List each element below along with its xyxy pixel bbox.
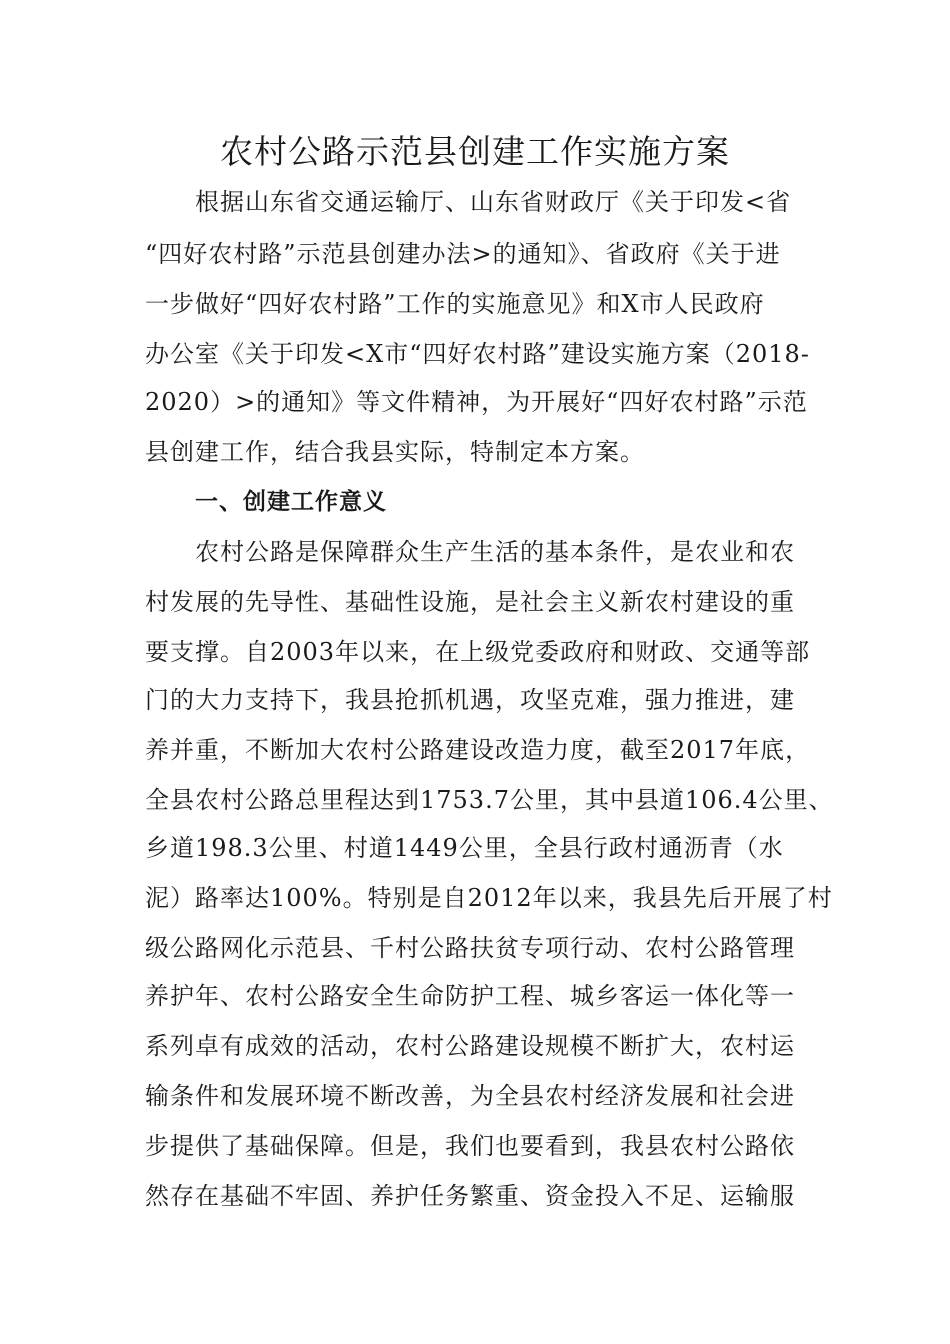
body-line-11: 系列卓有成效的活动，农村公路建设规模不断扩大，农村运 bbox=[145, 1032, 795, 1060]
body-line-3: 要支撑。自2003年以来，在上级党委政府和财政、交通等部 bbox=[145, 638, 811, 666]
intro-line-4: 办公室《关于印发<X市“四好农村路”建设实施方案（2018- bbox=[145, 340, 810, 368]
body-line-7: 乡道198.3公里、村道1449公里，全县行政村通沥青（水 bbox=[145, 834, 784, 862]
intro-line-6: 县创建工作，结合我县实际，特制定本方案。 bbox=[145, 438, 645, 466]
body-line-1: 农村公路是保障群众生产生活的基本条件，是农业和农 bbox=[195, 538, 795, 566]
body-line-5: 养并重，不断加大农村公路建设改造力度，截至2017年底， bbox=[145, 736, 811, 764]
body-line-8: 泥）路率达100%。特别是自2012年以来，我县先后开展了村 bbox=[145, 884, 833, 912]
body-line-12: 输条件和发展环境不断改善，为全县农村经济发展和社会进 bbox=[145, 1082, 795, 1110]
body-line-6: 全县农村公路总里程达到1753.7公里，其中县道106.4公里、 bbox=[145, 786, 834, 814]
intro-line-3: 一步做好“四好农村路”工作的实施意见》和X市人民政府 bbox=[145, 290, 765, 318]
intro-line-2: “四好农村路”示范县创建办法>的通知》、省政府《关于进 bbox=[145, 240, 781, 268]
document-title: 农村公路示范县创建工作实施方案 bbox=[220, 132, 730, 171]
intro-line-5: 2020）>的通知》等文件精神，为开展好“四好农村路”示范 bbox=[145, 388, 808, 416]
body-line-14: 然存在基础不牢固、养护任务繁重、资金投入不足、运输服 bbox=[145, 1182, 795, 1210]
body-line-13: 步提供了基础保障。但是，我们也要看到，我县农村公路依 bbox=[145, 1132, 795, 1160]
body-line-9: 级公路网化示范县、千村公路扶贫专项行动、农村公路管理 bbox=[145, 934, 795, 962]
body-line-4: 门的大力支持下，我县抢抓机遇，攻坚克难，强力推进，建 bbox=[145, 686, 795, 714]
body-line-10: 养护年、农村公路安全生命防护工程、城乡客运一体化等一 bbox=[145, 982, 795, 1010]
section-heading: 一、创建工作意义 bbox=[195, 489, 387, 515]
body-line-2: 村发展的先导性、基础性设施，是社会主义新农村建设的重 bbox=[145, 588, 795, 616]
intro-line-1: 根据山东省交通运输厅、山东省财政厅《关于印发<省 bbox=[195, 188, 792, 216]
